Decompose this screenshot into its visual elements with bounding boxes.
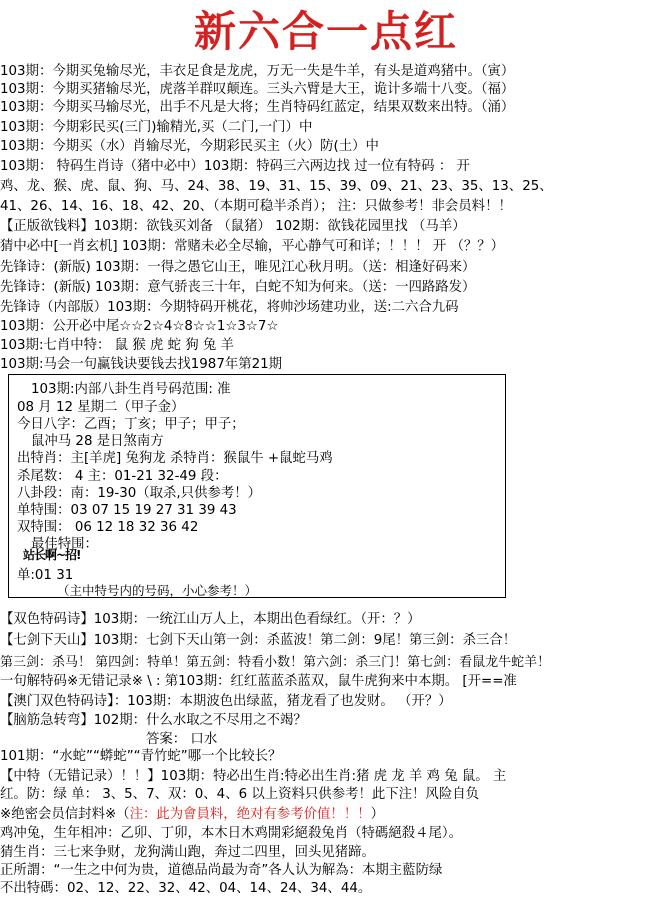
text-line: 先锋诗（内部版）103期：今期特码开桃花，将帅沙场建功业，送:二六合九码 (0, 300, 459, 315)
box-best: 最佳特围： (31, 537, 98, 552)
text-line: 103期:七肖中特： 鼠 猴 虎 蛇 狗 兔 羊 (0, 338, 234, 353)
text-line: 鸡、龙、猴、虎、鼠、狗、马、24、38、19、31、15、39、09、21、23、35、13、25、 (0, 179, 553, 194)
text-line: 先锋诗：(新版) 103期：意气骄丧三十年，白蛇不知为何来。（送：一四路路发） (0, 280, 476, 295)
text-line: 103期：今期彩民买(三门)输精光,买（二门,一门）中 (0, 120, 313, 135)
text-line: 第三剑：杀马！ 第四剑：特单！第五剑：特看小数！第六剑：杀三门！第七剑：看鼠龙牛蛇羊！ (0, 655, 551, 670)
text-line: 103期： 特码生肖诗（猪中必中）103期：特码三六两边找 过一位有特码 ： 开 (0, 159, 470, 174)
box-tail: 杀尾数： 4 主：01-21 32-49 段： (17, 469, 228, 484)
text-line: 猜中必中[一肖玄机] 103期：常赌未必全尽输，平心静气可和详；！！！ 开 （？？） (0, 239, 505, 254)
text-line (0, 806, 384, 824)
text-line: 41、26、14、16、18、42、20、（本期可稳半杀肖）； 注：只做参考！非会员料！！ (0, 199, 512, 214)
box-bazi: 今日八字：乙酉；丁亥；甲子；甲子； (17, 417, 245, 432)
text-line: 先锋诗：(新版) 103期：一得之愚它山王，唯见江心秋月明。（送：相逢好码来） (0, 260, 476, 275)
box-dan: 单:01 31 (17, 568, 74, 583)
box-chong: 鼠冲马 28 是日煞南方 (31, 434, 164, 449)
text-line: 103期：今期买猪输尽光，虎落羊群叹颠连。三头六臂是大王，诡计多端十八变。（福） (0, 82, 515, 97)
box-bagua: 八卦段：南：19-30（取杀,只供参考！） (17, 486, 262, 501)
box-special: 出特肖：主[羊虎] 兔狗龙 杀特肖：猴鼠牛 +鼠蛇马鸡 (17, 451, 333, 466)
text-line: 101期：“水蛇”“蟒蛇”“青竹蛇”哪一个比较长？ (0, 749, 282, 764)
text-line: 鸡冲兔，生年相冲：乙卯、丁卯，本木日木鸡開彩絕殺兔肖（特碼絕殺４尾）。 (0, 826, 462, 841)
text-line: 【七剑下天山】103期：七剑下天山第一剑：杀蓝波！第二剑：9尾！第三剑：杀三合！ (0, 633, 517, 648)
text-line: 103期：今期买兔输尽光，丰衣足食是龙虎，万无一失是牛羊，有头是道鸡猪中。（寅） (0, 64, 515, 79)
box-double: 双特围： 06 12 18 32 36 42 (17, 520, 199, 535)
text-line: 【中特（无错记录）！！】103期：特必出生肖:特必出生肖:猪 虎 龙 羊 鸡 兔 鼠。 主 (0, 769, 507, 784)
prediction-box (8, 374, 506, 598)
text-line: 猜生肖：三七来争财，龙狗满山跑，奔过二四里，回头见猪蹄。 (0, 845, 375, 860)
text-line: 不出特碼：02、12、22、32、42、04、14、24、34、44。 (0, 881, 372, 896)
box-date: 08 月 12 星期二（甲子金） (17, 400, 185, 415)
box-scrambled: 站长啊~招! (23, 548, 81, 562)
page-title: 新六合一点红 (193, 7, 458, 56)
text-line: 【脑筋急转弯】102期：什么水取之不尽用之不竭？ (0, 713, 307, 728)
text-line: 【双色特码诗】103期：一统江山万人上，本期出色看绿红。（开：？） (0, 612, 421, 627)
box-header: 103期:内部八卦生肖号码范围: 准 (31, 382, 231, 397)
text-line: 一句解特码※无错记录※ \ : 第103期：红红蓝蓝杀蓝双，鼠牛虎狗来中本期。 [开==准 (0, 674, 517, 689)
secret-label: ※绝密会员信封料※（ (0, 807, 130, 822)
member-note: 注：此为會員料，绝对有参考价值！！！ (129, 807, 371, 822)
text-line: 103期：今期买（水）肖输尽光，今期彩民买主（火）防(土）中 (0, 139, 379, 154)
text-line: 正所謂：“一生之中何为贵，道德品尚最为奇”各人认为解為：本期主藍防绿 (0, 863, 443, 878)
text-line: 【正版欲钱料】103期：欲钱买刘备 （鼠猪） 102期：欲钱花园里找 （马羊） (0, 219, 466, 234)
text-line: 103期：今期买马输尽光，出手不凡是大将；生肖特码红蓝定，结果双数来出特。（涌） (0, 100, 515, 115)
secret-close: ） (370, 807, 384, 822)
box-note: （主中特号内的号码，小心参考！） (57, 583, 258, 598)
text-line: 103期：公开必中尾☆☆2☆4☆8☆☆1☆3☆7☆ (0, 319, 279, 334)
text-line: 答案： 口水 (146, 732, 218, 747)
text-line: 103期:马会一句赢钱诀要钱去找1987年第21期 (0, 357, 283, 372)
text-line: 【澳门双色特码诗】：103期：本期波色出绿蓝，猪龙看了也发财。 （开？） (0, 694, 452, 709)
text-line: 红。防：绿 单： 3、5、7、双：0、4、6 以上资料只供参考！此下注！风险自负 (0, 787, 479, 802)
box-single: 单特围：03 07 15 19 27 31 39 43 (17, 503, 237, 518)
